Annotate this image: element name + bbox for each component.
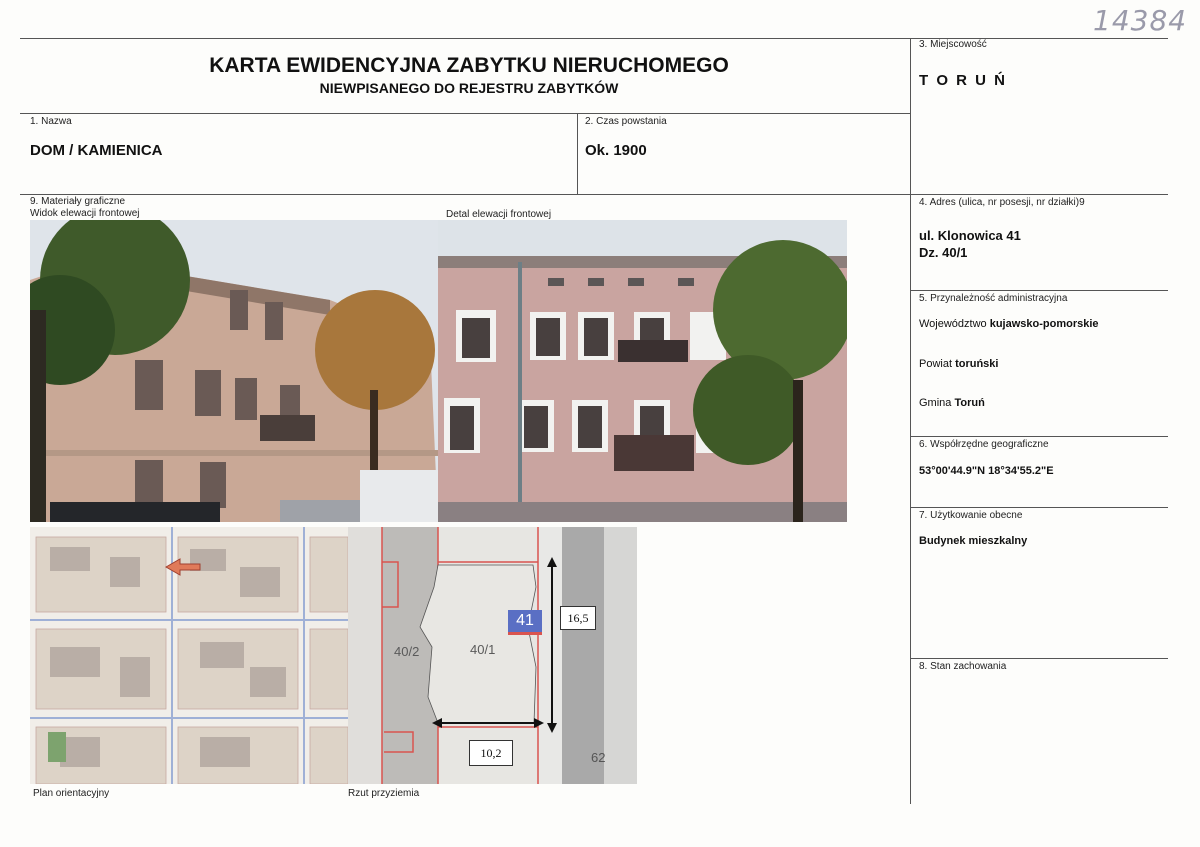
- usage-value: Budynek mieszkalny: [919, 535, 1028, 547]
- opposite-number-label: 62: [591, 750, 606, 765]
- divider-6: [910, 436, 1168, 437]
- frame-top-line: [20, 38, 1168, 39]
- front-view-caption: Widok elewacji frontowej: [30, 208, 140, 219]
- divider-5: [910, 290, 1168, 291]
- place-label: 3. Miejscowość: [919, 39, 987, 50]
- front-elevation-photo: [30, 220, 438, 522]
- county: [919, 358, 998, 370]
- county-value: toruński: [955, 358, 999, 370]
- front-elevation-image: [30, 220, 438, 522]
- coords-value: 53°00'44.9"N 18°34'55.2"E: [919, 465, 1054, 477]
- time-value: Ok. 1900: [585, 142, 647, 159]
- depth-dimension-box: 16,5: [560, 606, 596, 630]
- orientation-map: [30, 527, 348, 784]
- time-label: 2. Czas powstania: [585, 116, 667, 127]
- admin-label: 5. Przynależność administracyjna: [919, 293, 1068, 304]
- orientation-map-image: [30, 527, 348, 784]
- place-value: T O R U Ń: [919, 72, 1007, 89]
- right-column-divider: [910, 38, 911, 804]
- ground-plan-caption: Rzut przyziemia: [348, 788, 420, 799]
- facade-detail-photo: [438, 220, 847, 522]
- parcel-neighbor-label: 40/2: [394, 644, 420, 659]
- detail-caption: Detal elewacji frontowej: [446, 209, 552, 220]
- commune-value: Toruń: [954, 397, 985, 409]
- divider-7: [910, 507, 1168, 508]
- card-subtitle: NIEWPISANEGO DO REJESTRU ZABYTKÓW: [319, 80, 619, 96]
- name-value: DOM / KAMIENICA: [30, 142, 163, 159]
- plan-caption: Plan orientacyjny: [33, 788, 110, 799]
- name-time-divider: [577, 113, 578, 194]
- width-dimension-box: 10,2: [469, 740, 513, 766]
- parcel-main-label: 40/1: [470, 642, 496, 657]
- county-prefix: Powiat: [919, 358, 956, 370]
- condition-label: 8. Stan zachowania: [919, 661, 1007, 672]
- commune-prefix: Gmina: [919, 397, 955, 409]
- house-number-badge: 41: [508, 610, 542, 635]
- dimension-arrows: [430, 555, 560, 735]
- coords-label: 6. Współrzędne geograficzne: [919, 439, 1049, 450]
- row-divider: [20, 194, 1168, 195]
- voivodeship-value: kujawsko-pomorskie: [989, 318, 1099, 330]
- address-line2: Dz. 40/1: [919, 245, 968, 260]
- divider-8: [910, 658, 1168, 659]
- card-title: KARTA EWIDENCYJNA ZABYTKU NIERUCHOMEGO: [209, 54, 729, 77]
- address-label: 4. Adres (ulica, nr posesji, nr działki)9: [919, 197, 1085, 208]
- facade-detail-image: [438, 220, 847, 522]
- commune: [919, 397, 985, 409]
- header-divider: [20, 113, 910, 114]
- handwritten-number: 14384: [1093, 4, 1188, 37]
- usage-label: 7. Użytkowanie obecne: [919, 510, 1023, 521]
- graphics-label: 9. Materiały graficzne: [30, 196, 126, 207]
- address-line1: ul. Klonowica 41: [919, 228, 1021, 243]
- voivodeship-prefix: Województwo: [919, 318, 990, 330]
- voivodeship: [919, 318, 1099, 330]
- name-label: 1. Nazwa: [30, 116, 72, 127]
